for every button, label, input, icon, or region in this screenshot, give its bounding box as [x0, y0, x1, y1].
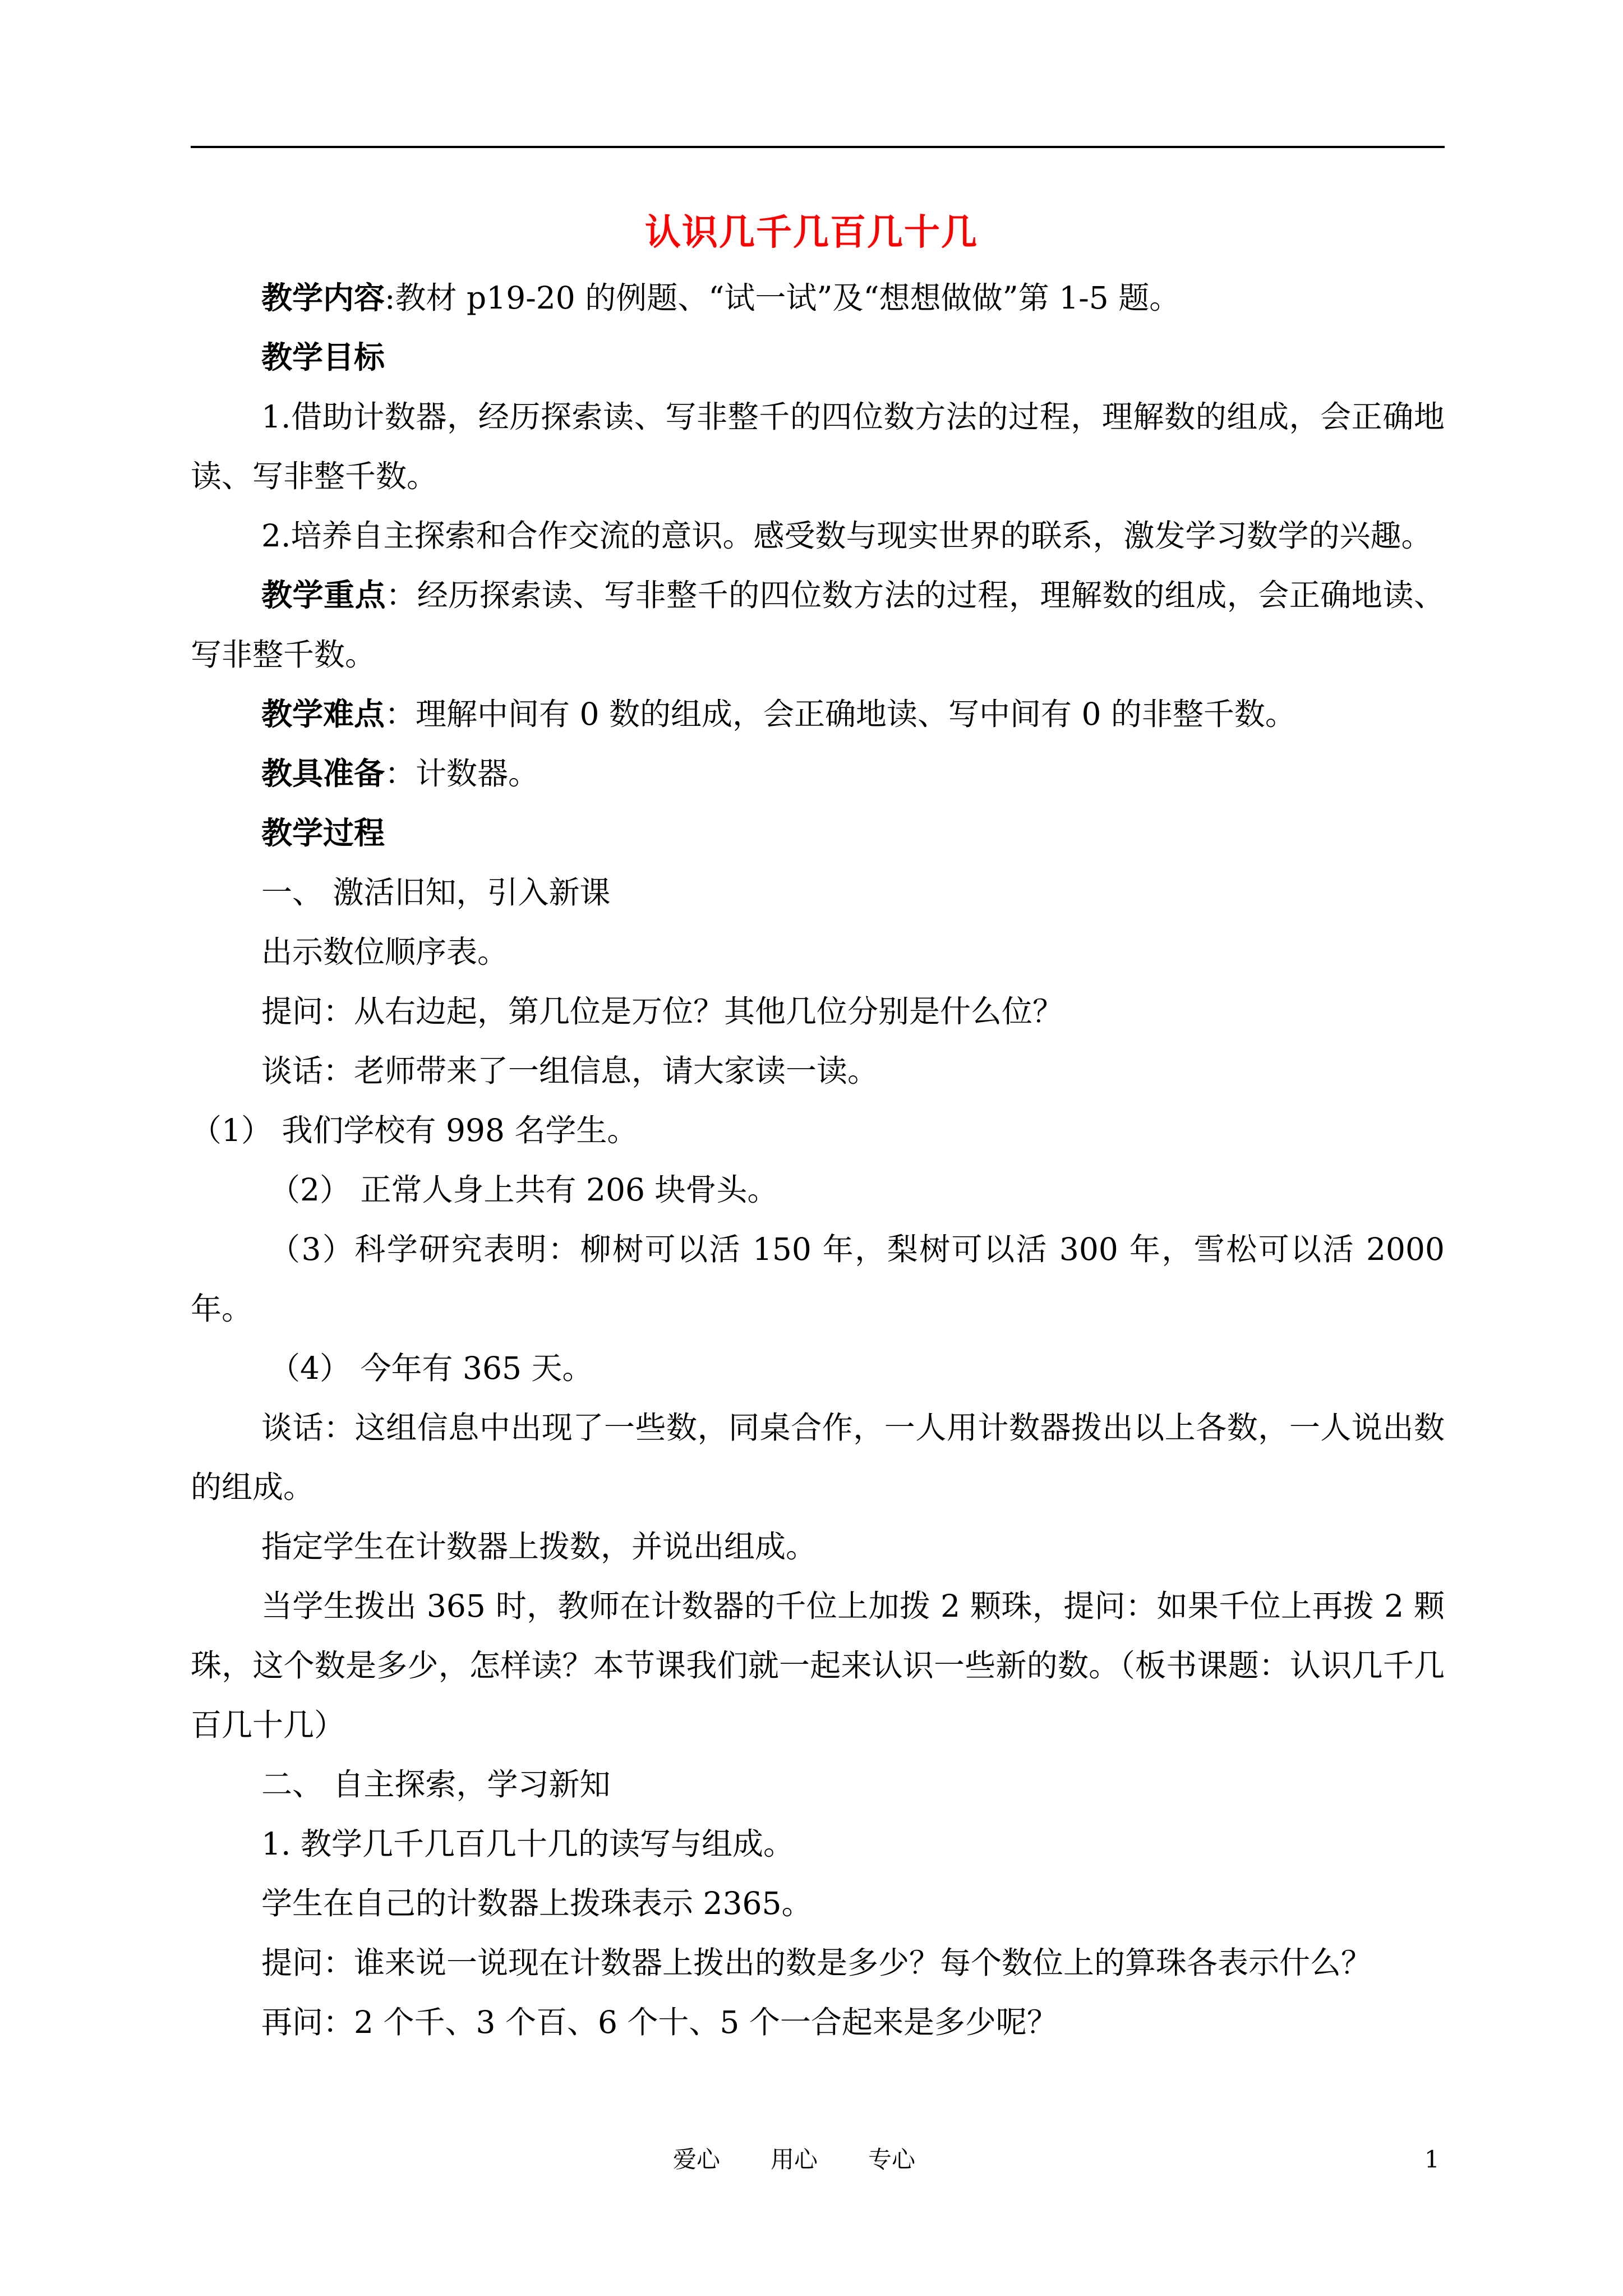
question-1-paragraph: 提问：从右边起，第几位是万位？其他几位分别是什么位？ — [261, 993, 1064, 1029]
key-point — [191, 565, 1445, 684]
teaching-content-label: 教学内容 — [261, 279, 385, 316]
header-rule — [191, 146, 1445, 148]
goal-2: 2.培养自主探索和合作交流的意识。感受数与现实世界的联系，激发学习数学的兴趣。 — [261, 518, 1432, 554]
subsection-1-heading: 1. 教学几千几百几十几的读写与组成。 — [261, 1826, 794, 1862]
difficult-point — [191, 684, 1445, 744]
goals-heading: 教学目标 — [261, 339, 385, 375]
teaching-content — [191, 268, 1445, 328]
difficult-point-label: 教学难点 — [261, 696, 385, 732]
goal-1: 1.借助计数器，经历探索读、写非整千的四位数方法的过程，理解数的组成，会正确地读、写非整千数。 — [191, 399, 1445, 494]
tools-label: 教具准备 — [261, 755, 385, 792]
page-number: 1 — [1424, 2146, 1440, 2173]
key-point-text: ：经历探索读、写非整千的四位数方法的过程，理解数的组成，会正确地读、写非整千数。 — [191, 577, 1445, 673]
footer-motto-3: 专心 — [868, 2146, 916, 2173]
info-item-2: （2） 正常人身上共有 206 块骨头。 — [269, 1172, 778, 1208]
tools — [191, 744, 1445, 803]
footer-motto-1: 爱心 — [673, 2146, 721, 2173]
key-point-label: 教学重点 — [261, 577, 386, 613]
show-table-paragraph: 出示数位顺序表。 — [261, 934, 509, 970]
when-paragraph: 当学生拨出 365 时，教师在计数器的千位上加拨 2 颗珠，提问：如果千位上再拨 2 颗珠，这个数是多少，怎样读？本节课我们就一起来认识一些新的数。（板书课题：认识几千几百几十几） — [191, 1588, 1445, 1743]
document-body — [191, 268, 1445, 2052]
section-2-heading: 二、 自主探索，学习新知 — [261, 1766, 611, 1802]
footer-motto-2: 用心 — [771, 2146, 818, 2173]
question-2-paragraph: 提问：谁来说一说现在计数器上拨出的数是多少？每个数位上的算珠各表示什么？ — [261, 1945, 1372, 1981]
difficult-point-text: ：理解中间有 0 数的组成，会正确地读、写中间有 0 的非整千数。 — [385, 696, 1296, 732]
talk-1-paragraph: 谈话：老师带来了一组信息，请大家读一读。 — [261, 1053, 879, 1089]
info-item-4: （4） 今年有 365 天。 — [269, 1350, 593, 1386]
teaching-content-text: :教材 p19-20 的例题、“试一试”及“想想做做”第 1-5 题。 — [385, 280, 1181, 316]
assign-paragraph: 指定学生在计数器上拨数，并说出组成。 — [261, 1529, 817, 1565]
info-item-1: （1） 我们学校有 998 名学生。 — [191, 1112, 638, 1148]
footer-motto — [673, 2143, 966, 2177]
info-item-3: （3）科学研究表明：柳树可以活 150 年，梨树可以活 300 年，雪松可以活 2000 年。 — [191, 1231, 1445, 1327]
talk-2-paragraph: 谈话：这组信息中出现了一些数，同桌合作，一人用计数器拨出以上各数，一人说出数的组成。 — [191, 1410, 1445, 1505]
question-3-paragraph: 再问：2 个千、3 个百、6 个十、5 个一合起来是多少呢？ — [261, 2004, 1058, 2040]
document-title: 认识几千几百几十几 — [645, 211, 978, 254]
section-1-heading: 一、 激活旧知，引入新课 — [261, 875, 611, 910]
tools-text: ：计数器。 — [385, 756, 540, 792]
process-heading: 教学过程 — [261, 815, 385, 851]
students-paragraph: 学生在自己的计数器上拨珠表示 2365。 — [261, 1885, 813, 1921]
